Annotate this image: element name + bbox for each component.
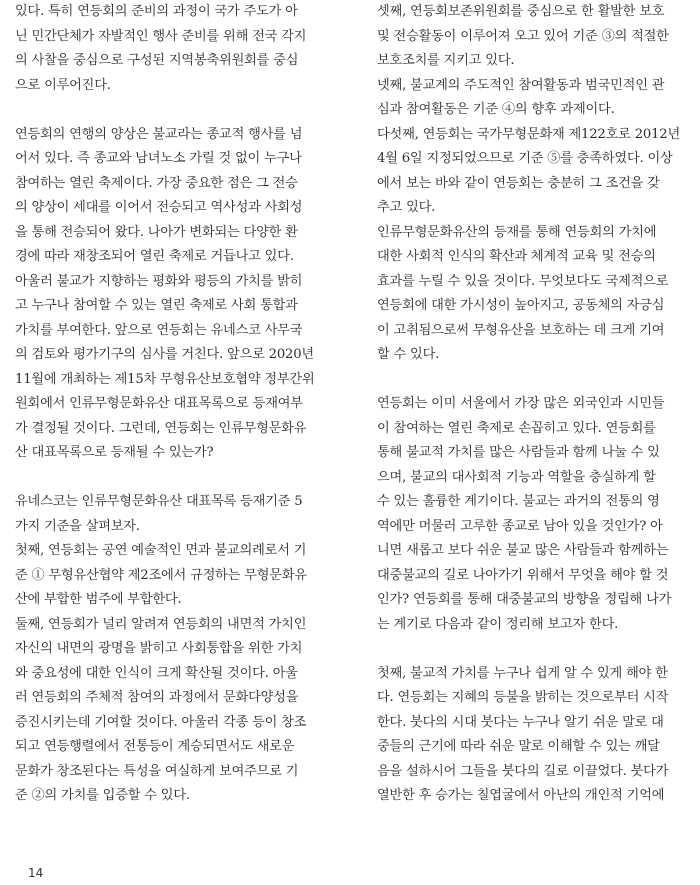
paragraph-right-1: 셋째, 연등회보존위원회를 중심으로 한 활발한 보호 및 전승활동이 이루어져 오고 있어 기준 ③의 적절한 보호조치를 지키고 있다. 넷째, 불교계의 주도적인 참여활동과 범국민적인 관 심과 참여활동은 기준 ④의 향후 과제이다. 다섯째, 연등회는 국가무형문화재 제122호로 2012년 4월 6일 지정되었으므로 기준 ⑤를 충족하였다. 이상 에서 보는 바와 같이 연등회는 충분히 그 조건을 갖 추고 있다. 인류무형문화유산의 등재를 통해 연등회의 가치에 대한 사회적 인식의 확산과 체계적 교육 및 전승의 효과를 누릴 수 있을 것이다. 무엇보다도 국제적으로 연등회에 대한 가시성이 높아지고, 공동체의 자긍심 이 고취됨으로써 무형유산을 보호하는 데 크게 기여 할 수 있다.: [377, 4, 680, 362]
page-number: 14: [28, 866, 44, 880]
paragraph-left-3: 유네스코는 인류무형문화유산 대표목록 등재기준 5 가지 기준을 살펴보자. 첫째, 연등회는 공연 예술적인 면과 불교의례로서 기 준 ① 무형유산협약 제2조에서 규정하는 무형문화유 산에 부합한 범주에 부합한다. 둘째, 연등회가 널리 알려져 연등회의 내면적 가치인 자신의 내면의 광명을 밝히고 사회통합을 위한 가치 와 중요성에 대한 인식이 크게 확산될 것이다. 아울 러 연등회의 주체적 참여의 과정에서 문화다양성을 증진시키는데 기여할 것이다. 아울러 각종 등이 창조 되고 연등행렬에서 전통등이 계승되면서도 새로운 문화가 창조된다는 특성을 여실하게 보여주므로 기 준 ②의 가치를 입증할 수 있다.: [15, 494, 307, 803]
paragraph-left-1: 있다. 특히 연등회의 준비의 과정이 국가 주도가 아 닌 민간단체가 자발적인 행사 준비를 위해 전국 각지 의 사찰을 중심으로 구성된 지역봉축위원회를 중심 으로 이루어진다.: [15, 4, 307, 93]
paragraph-left-2: 연등회의 연행의 양상은 불교라는 종교적 행사를 넘 어서 있다. 즉 종교와 남녀노소 가릴 것 없이 누구나 참여하는 열린 축제이다. 가장 중요한 점은 그 전승 의 양상이 세대를 이어서 전승되고 역사성과 사회성 을 통해 전승되어 왔다. 나아가 변화되는 다양한 환 경에 따라 재창조되어 열린 축제로 거듭나고 있다. 아울러 불교가 지향하는 평화와 평등의 가치를 밝히 고 누구나 참여할 수 있는 열린 축제로 사회 통합과 가치를 부여한다. 앞으로 연등회는 유네스코 사무국 의 검토와 평가기구의 심사를 거친다. 앞으로 2020년 11월에 개최하는 제15차 무형유산보호협약 정부간위 원회에서 인류무형문화유산 대표목록으로 등재여부 가 결정될 것이다. 그런데, 연등회는 인류무형문화유 산 대표목록으로 등재될 수 있는가?: [15, 126, 315, 460]
paragraph-right-2: 연등회는 이미 서울에서 가장 많은 외국인과 시민들 이 참여하는 열린 축제로 손꼽히고 있다. 연등회를 통해 불교적 가치를 많은 사람들과 함께 나눌 수 있 으며, 불교의 대사회적 기능과 역할을 충실하게 할 수 있는 훌륭한 계기이다. 불교는 과거의 전통의 영 역에만 머물러 고루한 종교로 남아 있을 것인가? 아 니면 새롭고 보다 쉬운 불교 많은 사람들과 함께하는 대중불교의 길로 나아가기 위해서 무엇을 해야 할 것 인가? 연등회를 통해 대중불교의 방향을 정립해 나가 는 계기로 다음과 같이 정리해 보고자 한다.: [377, 396, 672, 632]
left-column: [15, 0, 324, 809]
paragraph-right-3: 첫째, 불교적 가치를 누구나 쉽게 알 수 있게 해야 한 다. 연등회는 지혜의 등불을 밝히는 것으로부터 시작 한다. 붓다의 시대 붓다는 누구나 알기 쉬운 말로 대 중들의 근기에 따라 쉬운 말로 이해할 수 있는 깨달 음을 설하시어 그들을 붓다의 길로 이끌었다. 붓다가 열반한 후 승가는 칠엽굴에서 아난의 개인적 기억에: [377, 665, 669, 803]
right-column: [377, 0, 686, 809]
